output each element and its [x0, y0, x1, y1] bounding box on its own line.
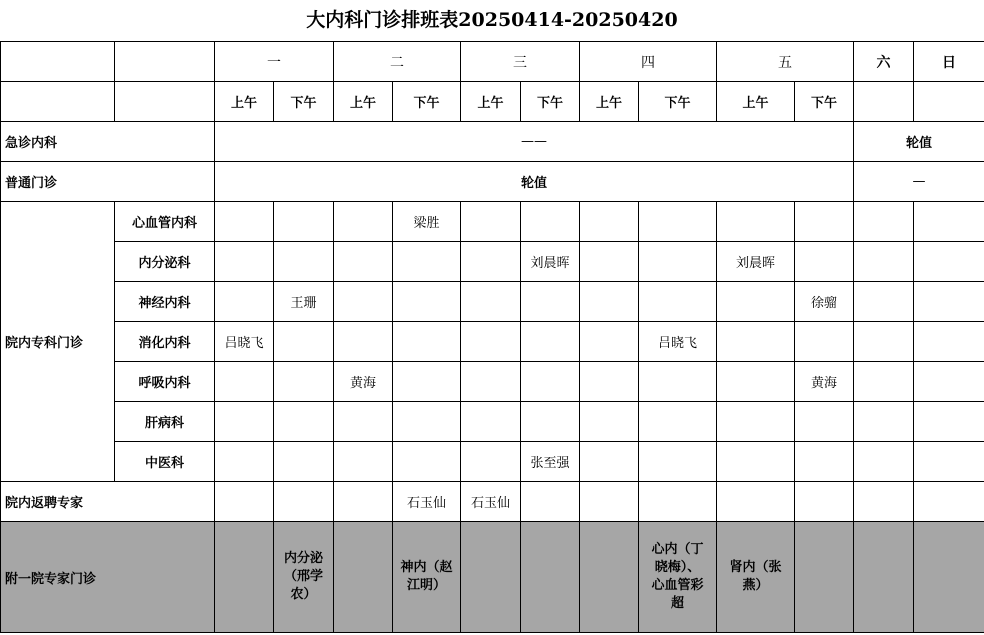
rehired-row — [1, 482, 984, 522]
schedule-cell — [717, 482, 795, 522]
specialty-label: 心血管内科 — [115, 202, 215, 242]
schedule-cell — [393, 442, 461, 482]
am-header: 上午 — [461, 82, 521, 122]
schedule-cell — [854, 202, 914, 242]
schedule-cell — [580, 522, 639, 633]
ampm-header-row — [1, 82, 984, 122]
schedule-cell — [914, 282, 984, 322]
schedule-cell — [914, 482, 984, 522]
schedule-cell — [461, 402, 521, 442]
schedule-cell — [914, 522, 984, 633]
schedule-cell — [393, 242, 461, 282]
specialty-label: 内分泌科 — [115, 242, 215, 282]
schedule-cell — [580, 442, 639, 482]
specialty-row — [1, 362, 984, 402]
specialty-label: 神经内科 — [115, 282, 215, 322]
schedule-cell — [215, 482, 274, 522]
affiliated-expert: 内分泌（邢学农） — [283, 551, 323, 602]
schedule-cell: 黄海 — [334, 362, 393, 402]
day-header-row — [1, 42, 984, 82]
schedule-cell — [334, 482, 393, 522]
schedule-cell — [854, 362, 914, 402]
schedule-cell: 张至强 — [521, 442, 580, 482]
pm-header: 下午 — [639, 82, 717, 122]
affiliated-expert: 心内（丁晓梅）、心血管彩超 — [651, 542, 704, 611]
schedule-cell — [914, 402, 984, 442]
schedule-cell — [639, 402, 717, 442]
specialty-label: 肝病科 — [115, 402, 215, 442]
pm-header: 下午 — [393, 82, 461, 122]
pm-header: 下午 — [521, 82, 580, 122]
specialty-label: 消化内科 — [115, 322, 215, 362]
rehired-label: 院内返聘专家 — [1, 482, 215, 522]
pm-header: 下午 — [795, 82, 854, 122]
schedule-cell — [717, 202, 795, 242]
schedule-cell: 吕晓飞 — [639, 322, 717, 362]
schedule-cell — [521, 282, 580, 322]
specialty-row — [1, 282, 984, 322]
schedule-cell: 吕晓飞 — [215, 322, 274, 362]
specialty-row — [1, 442, 984, 482]
schedule-cell — [795, 322, 854, 362]
schedule-cell — [274, 362, 334, 402]
schedule-cell — [639, 202, 717, 242]
schedule-cell — [334, 202, 393, 242]
schedule-cell — [854, 402, 914, 442]
schedule-cell: 黄海 — [795, 362, 854, 402]
schedule-cell — [521, 482, 580, 522]
schedule-cell — [854, 442, 914, 482]
header-corner-4 — [115, 82, 215, 122]
schedule-cell — [461, 522, 521, 633]
header-corner-1 — [1, 42, 115, 82]
schedule-cell — [639, 362, 717, 402]
affiliated-row — [1, 522, 984, 633]
schedule-cell: 徐骝 — [795, 282, 854, 322]
schedule-cell — [717, 282, 795, 322]
schedule-cell — [914, 242, 984, 282]
schedule-cell — [914, 202, 984, 242]
header-corner-3 — [1, 82, 115, 122]
schedule-cell — [717, 522, 795, 633]
schedule-cell — [854, 282, 914, 322]
schedule-cell — [521, 322, 580, 362]
header-empty — [854, 82, 914, 122]
schedule-cell: 石玉仙 — [393, 482, 461, 522]
am-header: 上午 — [334, 82, 393, 122]
schedule-cell — [274, 242, 334, 282]
schedule-cell — [274, 322, 334, 362]
schedule-cell — [521, 362, 580, 402]
schedule-cell — [274, 402, 334, 442]
schedule-cell — [461, 322, 521, 362]
schedule-cell — [215, 442, 274, 482]
schedule-cell — [334, 322, 393, 362]
schedule-cell — [521, 202, 580, 242]
schedule-cell — [393, 402, 461, 442]
schedule-cell: 梁胜 — [393, 202, 461, 242]
schedule-cell — [795, 482, 854, 522]
day-header-thu: 四 — [580, 42, 717, 82]
schedule-cell — [215, 282, 274, 322]
schedule-cell — [795, 522, 854, 633]
schedule-cell — [795, 242, 854, 282]
emergency-weekend: 轮值 — [854, 122, 984, 162]
schedule-cell — [215, 362, 274, 402]
schedule-cell — [521, 402, 580, 442]
schedule-cell — [274, 522, 334, 633]
day-header-sun: 日 — [914, 42, 984, 82]
schedule-cell — [580, 362, 639, 402]
header-empty — [914, 82, 984, 122]
header-corner-2 — [115, 42, 215, 82]
emergency-label: 急诊内科 — [1, 122, 215, 162]
specialty-group-label: 院内专科门诊 — [1, 202, 115, 482]
schedule-cell — [215, 202, 274, 242]
schedule-cell — [274, 442, 334, 482]
schedule-cell — [914, 442, 984, 482]
schedule-cell — [461, 282, 521, 322]
schedule-cell — [215, 402, 274, 442]
schedule-cell — [854, 322, 914, 362]
schedule-cell — [639, 522, 717, 633]
schedule-cell — [795, 442, 854, 482]
schedule-cell — [334, 522, 393, 633]
schedule-cell — [274, 202, 334, 242]
schedule-cell — [580, 322, 639, 362]
schedule-cell — [393, 522, 461, 633]
general-weekday: 轮值 — [215, 162, 854, 202]
schedule-cell — [580, 402, 639, 442]
schedule-table — [0, 41, 984, 633]
schedule-cell: 刘晨晖 — [521, 242, 580, 282]
schedule-cell — [717, 362, 795, 402]
schedule-cell — [639, 282, 717, 322]
schedule-cell — [215, 242, 274, 282]
specialty-label: 呼吸内科 — [115, 362, 215, 402]
affiliated-label: 附一院专家门诊 — [1, 522, 215, 633]
schedule-cell: 石玉仙 — [461, 482, 521, 522]
schedule-cell — [717, 402, 795, 442]
affiliated-expert: 神内（赵江明） — [400, 560, 453, 593]
day-header-sat: 六 — [854, 42, 914, 82]
day-header-fri: 五 — [717, 42, 854, 82]
general-weekend: — — [854, 162, 984, 202]
schedule-cell — [914, 322, 984, 362]
affiliated-expert: 肾内（张燕） — [729, 560, 782, 593]
am-header: 上午 — [717, 82, 795, 122]
schedule-cell — [274, 482, 334, 522]
schedule-cell — [580, 482, 639, 522]
schedule-cell — [334, 242, 393, 282]
schedule-cell — [521, 522, 580, 633]
emergency-row — [1, 122, 984, 162]
schedule-cell — [393, 362, 461, 402]
specialty-row — [1, 322, 984, 362]
schedule-cell — [639, 482, 717, 522]
schedule-cell — [854, 522, 914, 633]
specialty-row — [1, 202, 984, 242]
schedule-cell — [215, 522, 274, 633]
schedule-cell — [639, 442, 717, 482]
schedule-cell — [393, 322, 461, 362]
schedule-cell — [461, 362, 521, 402]
schedule-cell — [334, 442, 393, 482]
general-row — [1, 162, 984, 202]
pm-header: 下午 — [274, 82, 334, 122]
page-title: 大内科门诊排班表20250414-20250420 — [306, 9, 678, 31]
schedule-cell — [393, 282, 461, 322]
specialty-row — [1, 402, 984, 442]
schedule-cell — [580, 242, 639, 282]
schedule-cell: 王珊 — [274, 282, 334, 322]
schedule-cell — [914, 362, 984, 402]
am-header: 上午 — [580, 82, 639, 122]
schedule-cell — [461, 242, 521, 282]
schedule-cell — [334, 282, 393, 322]
schedule-cell — [461, 442, 521, 482]
day-header-tue: 二 — [334, 42, 461, 82]
schedule-cell — [717, 442, 795, 482]
am-header: 上午 — [215, 82, 274, 122]
specialty-row — [1, 242, 984, 282]
schedule-cell — [580, 282, 639, 322]
schedule-cell — [461, 202, 521, 242]
day-header-wed: 三 — [461, 42, 580, 82]
specialty-label: 中医科 — [115, 442, 215, 482]
schedule-cell — [580, 202, 639, 242]
schedule-cell — [639, 242, 717, 282]
schedule-cell — [795, 202, 854, 242]
general-label: 普通门诊 — [1, 162, 215, 202]
emergency-weekday: —— — [215, 122, 854, 162]
schedule-cell — [854, 242, 914, 282]
schedule-cell — [334, 402, 393, 442]
day-header-mon: 一 — [215, 42, 334, 82]
schedule-cell: 刘晨晖 — [717, 242, 795, 282]
schedule-cell — [854, 482, 914, 522]
schedule-cell — [717, 322, 795, 362]
schedule-cell — [795, 402, 854, 442]
